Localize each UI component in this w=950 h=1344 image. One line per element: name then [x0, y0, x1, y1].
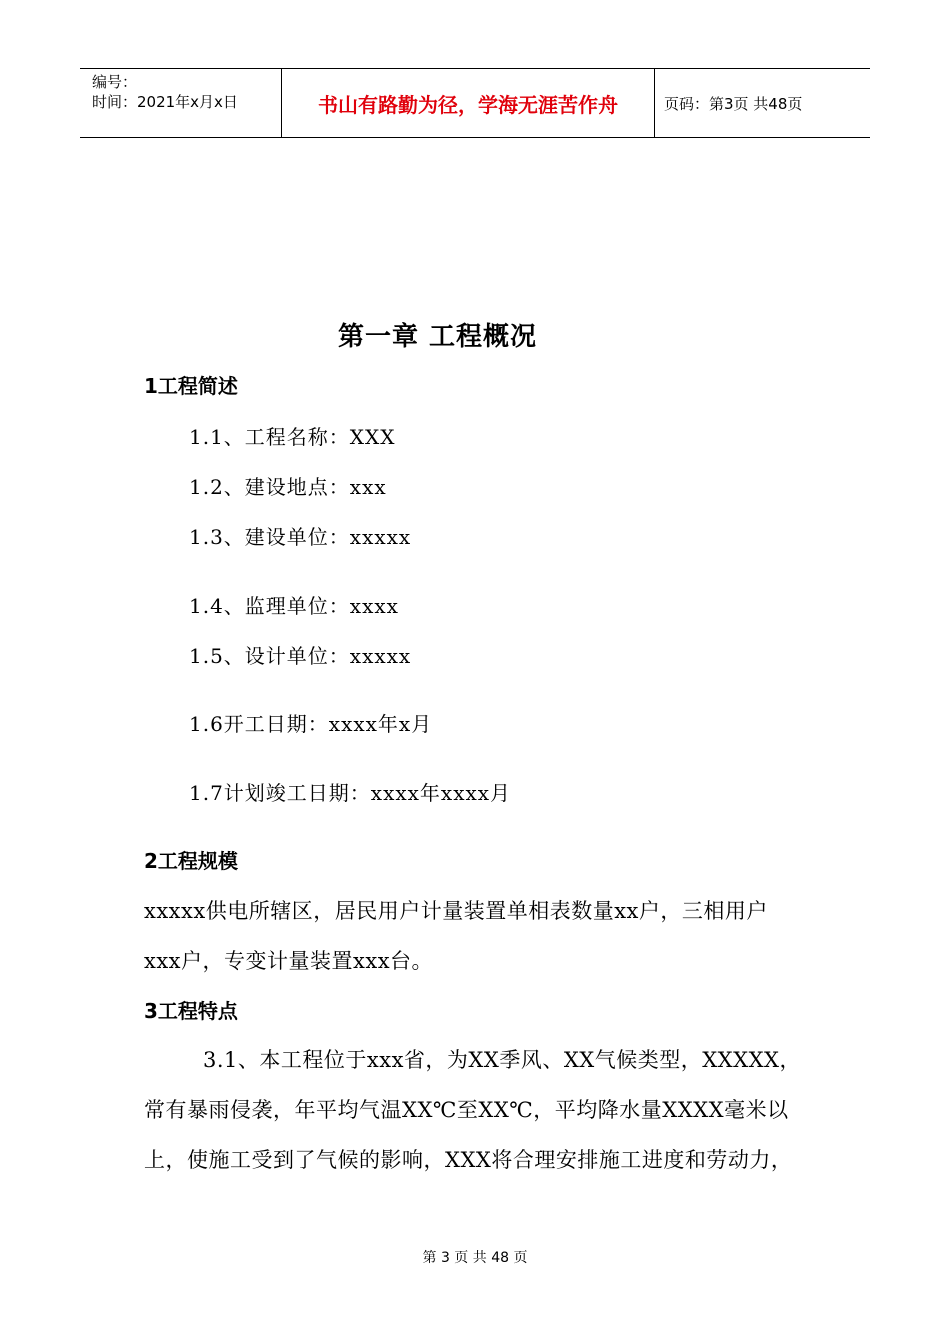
document-time-label: 时间：2021年x月x日: [92, 93, 238, 111]
section-heading-overview: 1工程简述: [144, 374, 238, 398]
page-header: [80, 68, 870, 138]
paragraph-line: xxx户，专变计量装置xxx台。: [144, 949, 434, 973]
list-item-supervisor: 1.4、监理单位：xxxx: [189, 594, 399, 618]
chapter-title: 第一章 工程概况: [337, 322, 538, 352]
header-meta: [80, 69, 280, 137]
paragraph-line: 上，使施工受到了气候的影响，XXX将合理安排施工进度和劳动力，: [144, 1148, 793, 1172]
list-item-project-name: 1.1、工程名称：XXX: [189, 425, 396, 449]
page-footer: 第 3 页 共 48 页: [422, 1250, 528, 1266]
document-number-label: 编号：: [92, 73, 138, 91]
header-motto: 书山有路勤为径，学海无涯苦作舟: [281, 69, 655, 137]
list-item-construction-site: 1.2、建设地点：xxx: [189, 475, 387, 499]
section-heading-scale: 2工程规模: [144, 849, 238, 873]
list-item-owner: 1.3、建设单位：xxxxx: [189, 525, 412, 549]
list-item-completion-date: 1.7计划竣工日期：xxxx年xxxx月: [189, 781, 512, 805]
paragraph-line: 3.1、本工程位于xxx省，为XX季风、XX气候类型，XXXXX，: [203, 1048, 801, 1072]
paragraph-line: 常有暴雨侵袭，年平均气温XX℃至XX℃，平均降水量XXXX毫米以: [144, 1098, 789, 1122]
header-page-info: 页码：第3页 共48页: [664, 94, 803, 113]
section-heading-features: 3工程特点: [144, 999, 238, 1023]
list-item-start-date: 1.6开工日期：xxxx年x月: [189, 712, 433, 736]
list-item-designer: 1.5、设计单位：xxxxx: [189, 644, 412, 668]
paragraph-line: xxxxx供电所辖区，居民用户计量装置单相表数量xx户，三相用户: [144, 899, 768, 923]
